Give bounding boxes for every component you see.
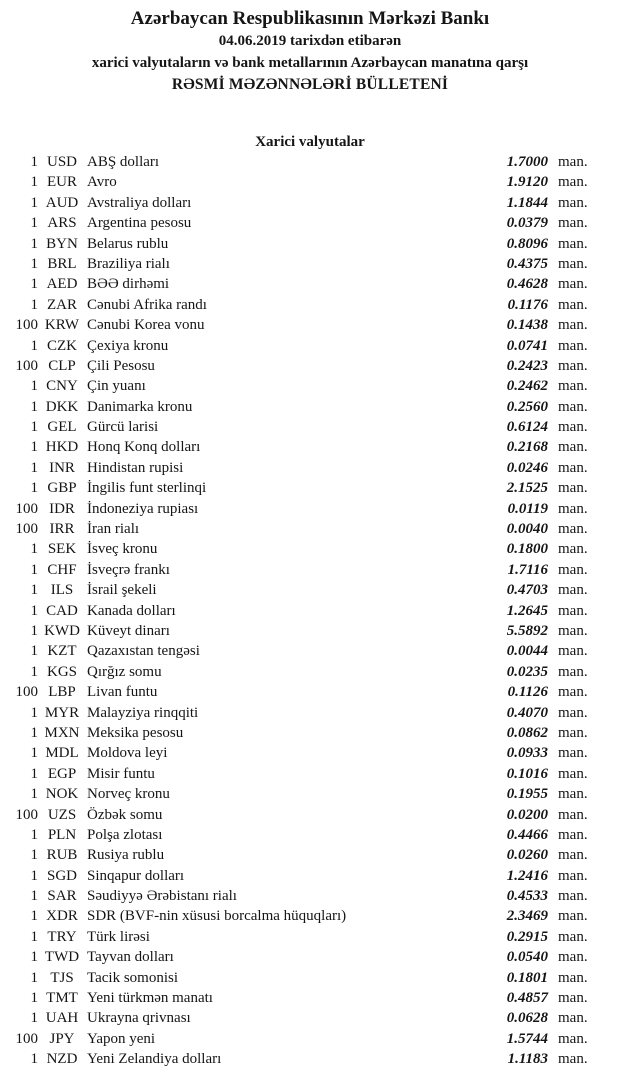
table-row — [0, 315, 620, 335]
unit-label: man. — [558, 867, 588, 884]
currency-quantity: 100 — [15, 684, 38, 701]
currency-rate: 0.0260 — [506, 847, 548, 864]
table-row — [0, 947, 620, 967]
currency-rate: 0.4857 — [506, 990, 548, 1007]
currency-code: KZT — [47, 643, 77, 660]
unit-label: man. — [558, 521, 588, 538]
currency-code: IDR — [49, 500, 75, 517]
currency-code: JPY — [49, 1030, 75, 1047]
currency-quantity: 1 — [30, 235, 38, 252]
currency-quantity: 1 — [30, 745, 38, 762]
currency-name: Hindistan rupisi — [87, 459, 184, 476]
table-row — [0, 988, 620, 1008]
currency-code: CLP — [48, 357, 76, 374]
currency-quantity: 1 — [30, 908, 38, 925]
currency-quantity: 1 — [30, 602, 38, 619]
currency-rate: 0.4070 — [506, 704, 548, 721]
currency-rate: 0.4703 — [506, 582, 548, 599]
currency-code: HKD — [45, 439, 79, 456]
currency-rate: 0.0862 — [506, 724, 548, 741]
currency-rate: 1.2645 — [506, 602, 548, 619]
table-row — [0, 1008, 620, 1028]
currency-rate: 0.0246 — [506, 459, 548, 476]
currency-name: Cənubi Korea vonu — [87, 317, 205, 334]
unit-label: man. — [558, 215, 588, 232]
currency-name: Belarus rublu — [87, 235, 169, 252]
currency-rate: 1.7000 — [506, 154, 548, 170]
currency-quantity: 1 — [30, 969, 38, 986]
currency-name: Sinqapur dolları — [87, 867, 185, 884]
currency-rate: 0.0235 — [506, 663, 548, 680]
currency-rate: 0.2423 — [506, 357, 548, 374]
currency-rate: 0.2560 — [506, 398, 548, 415]
unit-label: man. — [558, 602, 588, 619]
unit-label: man. — [558, 357, 588, 374]
currency-name: Danimarka kronu — [87, 398, 193, 415]
currency-name: İsrail şekeli — [87, 582, 157, 599]
table-row — [0, 478, 620, 498]
unit-label: man. — [558, 235, 588, 252]
currency-name: SDR (BVF-nin xüsusi borcalma hüquqları) — [87, 908, 347, 925]
currency-code: TWD — [44, 949, 80, 966]
currency-code: GBP — [47, 480, 77, 497]
currency-quantity: 1 — [30, 439, 38, 456]
unit-label: man. — [558, 745, 588, 762]
document-subtitle: xarici valyutaların və bank metallarının Azərbaycan manatına qarşı — [91, 55, 529, 71]
currency-rate: 0.4466 — [506, 826, 548, 843]
table-row — [0, 580, 620, 600]
currency-name: Avro — [87, 174, 117, 191]
currency-code: UZS — [47, 806, 77, 823]
currency-code: EUR — [47, 174, 77, 191]
table-row — [0, 703, 620, 723]
table-row — [0, 1029, 620, 1049]
currency-name: Avstraliya dolları — [87, 194, 192, 211]
currency-quantity: 1 — [30, 561, 38, 578]
currency-code: USD — [46, 154, 77, 170]
currency-code: BRL — [47, 255, 77, 272]
currency-quantity: 1 — [30, 215, 38, 232]
currency-code: TRY — [47, 928, 77, 945]
table-row — [0, 152, 620, 172]
currency-name: Türk lirəsi — [87, 928, 150, 945]
currency-quantity: 1 — [30, 949, 38, 966]
currency-code: IRR — [49, 521, 75, 538]
currency-rate: 0.1955 — [506, 786, 548, 803]
currency-quantity: 1 — [30, 704, 38, 721]
currency-rate: 0.0741 — [506, 337, 548, 354]
unit-label: man. — [558, 990, 588, 1007]
currency-code: AED — [46, 276, 78, 293]
table-row — [0, 417, 620, 437]
currency-name: Çin yuanı — [87, 378, 146, 395]
section-title-foreign-currencies: Xarici valyutalar — [255, 134, 365, 150]
currency-name: Çexiya kronu — [87, 337, 169, 354]
table-row — [0, 539, 620, 559]
unit-label: man. — [558, 317, 588, 334]
currency-code: LBP — [48, 684, 76, 701]
table-row — [0, 601, 620, 621]
table-row — [0, 784, 620, 804]
currency-rate: 1.2416 — [506, 867, 548, 884]
currency-rate: 0.0200 — [506, 806, 548, 823]
currency-name: Argentina pesosu — [87, 215, 192, 232]
currency-quantity: 1 — [30, 398, 38, 415]
currency-rate: 0.0040 — [506, 521, 548, 538]
currency-code: KWD — [44, 622, 80, 639]
currency-code: RUB — [46, 847, 78, 864]
table-row — [0, 560, 620, 580]
unit-label: man. — [558, 439, 588, 456]
table-row — [0, 866, 620, 886]
table-row — [0, 437, 620, 457]
unit-label: man. — [558, 255, 588, 272]
currency-rate: 0.2915 — [506, 928, 548, 945]
currency-name: Səudiyyə Ərəbistanı rialı — [87, 888, 237, 905]
table-row — [0, 723, 620, 743]
currency-code: XDR — [46, 908, 78, 925]
table-row — [0, 845, 620, 865]
unit-label: man. — [558, 276, 588, 293]
unit-label: man. — [558, 908, 588, 925]
currency-quantity: 1 — [30, 1051, 38, 1068]
currency-quantity: 100 — [15, 1030, 38, 1047]
currency-rate: 0.4375 — [506, 255, 548, 272]
currency-rate: 0.1126 — [507, 684, 548, 701]
currency-name: Misir funtu — [87, 765, 155, 782]
currency-code: SAR — [47, 888, 77, 905]
currency-name: Rusiya rublu — [87, 847, 165, 864]
currency-quantity: 100 — [15, 317, 38, 334]
currency-quantity: 1 — [30, 255, 38, 272]
currency-rate: 0.2168 — [506, 439, 548, 456]
currency-code: MDL — [45, 745, 79, 762]
unit-label: man. — [558, 663, 588, 680]
currency-quantity: 1 — [30, 765, 38, 782]
currency-name: Çili Pesosu — [87, 357, 155, 374]
currency-quantity: 1 — [30, 847, 38, 864]
currency-name: Yapon yeni — [87, 1030, 156, 1047]
currency-name: İran rialı — [87, 521, 140, 538]
currency-rate: 0.0044 — [506, 643, 548, 660]
currency-name: Cənubi Afrika randı — [87, 296, 207, 313]
currency-quantity: 1 — [30, 643, 38, 660]
currency-code: TMT — [46, 990, 78, 1007]
currency-name: Qırğız somu — [87, 663, 162, 680]
currency-rate: 0.4628 — [506, 276, 548, 293]
currency-code: CZK — [47, 337, 77, 354]
currency-quantity: 1 — [30, 194, 38, 211]
currency-quantity: 1 — [30, 337, 38, 354]
table-row — [0, 764, 620, 784]
currency-rate: 1.1844 — [506, 194, 548, 211]
unit-label: man. — [558, 949, 588, 966]
currency-name: Braziliya rialı — [87, 255, 170, 272]
table-row — [0, 499, 620, 519]
currency-rate: 0.0540 — [506, 949, 548, 966]
effective-date: 04.06.2019 tarixdən etibarən — [218, 33, 402, 49]
currency-quantity: 1 — [30, 990, 38, 1007]
currency-rate: 0.1800 — [506, 541, 548, 558]
currency-name: Ukrayna qrivnası — [87, 1010, 191, 1027]
currency-quantity: 1 — [30, 459, 38, 476]
currency-code: UAH — [45, 1010, 79, 1027]
currency-quantity: 1 — [30, 276, 38, 293]
currency-quantity: 1 — [30, 786, 38, 803]
currency-quantity: 1 — [30, 724, 38, 741]
currency-name: Kanada dolları — [87, 602, 176, 619]
currency-name: Gürcü larisi — [87, 419, 159, 436]
table-row — [0, 927, 620, 947]
table-row — [0, 356, 620, 376]
unit-label: man. — [558, 826, 588, 843]
unit-label: man. — [558, 724, 588, 741]
unit-label: man. — [558, 154, 588, 170]
currency-name: Polşa zlotası — [87, 826, 163, 843]
currency-code: PLN — [47, 826, 77, 843]
table-row — [0, 336, 620, 356]
table-row — [0, 641, 620, 661]
currency-code: ARS — [47, 215, 77, 232]
currency-code: GEL — [47, 419, 77, 436]
currency-quantity: 1 — [30, 888, 38, 905]
currency-quantity: 1 — [30, 296, 38, 313]
table-row — [0, 621, 620, 641]
currency-code: AUD — [45, 194, 79, 211]
currency-code: INR — [49, 459, 75, 476]
currency-name: İsveçrə frankı — [87, 561, 170, 578]
unit-label: man. — [558, 1030, 588, 1047]
unit-label: man. — [558, 174, 588, 191]
unit-label: man. — [558, 765, 588, 782]
currency-code: CNY — [46, 378, 78, 395]
currency-name: Yeni Zelandiya dolları — [87, 1051, 222, 1068]
currency-code: SGD — [46, 867, 77, 884]
currency-quantity: 1 — [30, 541, 38, 558]
unit-label: man. — [558, 928, 588, 945]
currency-code: NZD — [46, 1051, 78, 1068]
currency-quantity: 1 — [30, 582, 38, 599]
unit-label: man. — [558, 398, 588, 415]
currency-rate: 2.1525 — [506, 480, 548, 497]
currency-quantity: 1 — [30, 867, 38, 884]
currency-name: BƏƏ dirhəmi — [87, 276, 170, 293]
unit-label: man. — [558, 1010, 588, 1027]
currency-quantity: 1 — [30, 154, 38, 170]
currency-name: Özbək somu — [87, 806, 163, 823]
currency-rate: 1.1183 — [507, 1051, 548, 1068]
currency-code: CHF — [47, 561, 77, 578]
unit-label: man. — [558, 378, 588, 395]
unit-label: man. — [558, 684, 588, 701]
currency-code: ZAR — [47, 296, 77, 313]
currency-name: Meksika pesosu — [87, 724, 184, 741]
currency-name: Yeni türkmən manatı — [87, 990, 213, 1007]
currency-quantity: 100 — [15, 806, 38, 823]
currency-name: Küveyt dinarı — [87, 622, 170, 639]
unit-label: man. — [558, 541, 588, 558]
table-row — [0, 376, 620, 396]
currency-rate: 0.4533 — [506, 888, 548, 905]
currency-name: Honq Konq dolları — [87, 439, 201, 456]
currency-quantity: 1 — [30, 378, 38, 395]
table-row — [0, 886, 620, 906]
currency-quantity: 1 — [30, 928, 38, 945]
currency-quantity: 100 — [15, 357, 38, 374]
currency-rate: 0.8096 — [506, 235, 548, 252]
unit-label: man. — [558, 847, 588, 864]
table-row — [0, 172, 620, 192]
currency-rate: 1.9120 — [506, 174, 548, 191]
unit-label: man. — [558, 622, 588, 639]
table-row — [0, 274, 620, 294]
unit-label: man. — [558, 582, 588, 599]
table-row — [0, 906, 620, 926]
currency-name: İngilis funt sterlinqi — [87, 480, 207, 497]
currency-quantity: 1 — [30, 419, 38, 436]
currency-quantity: 1 — [30, 480, 38, 497]
table-row — [0, 234, 620, 254]
table-row — [0, 397, 620, 417]
currency-rate: 0.1176 — [507, 296, 548, 313]
unit-label: man. — [558, 969, 588, 986]
currency-rate: 0.0628 — [506, 1010, 548, 1027]
currency-name: Moldova leyi — [87, 745, 168, 762]
unit-label: man. — [558, 419, 588, 436]
currency-name: Norveç kronu — [87, 786, 170, 803]
currency-name: Tacik somonisi — [87, 969, 179, 986]
unit-label: man. — [558, 500, 588, 517]
currency-quantity: 1 — [30, 622, 38, 639]
unit-label: man. — [558, 806, 588, 823]
unit-label: man. — [558, 296, 588, 313]
currency-name: Malayziya rinqqiti — [87, 704, 199, 721]
table-row — [0, 213, 620, 233]
currency-rate: 0.1016 — [506, 765, 548, 782]
unit-label: man. — [558, 643, 588, 660]
table-row — [0, 743, 620, 763]
table-row — [0, 295, 620, 315]
currency-rate: 0.0119 — [507, 500, 548, 517]
currency-rate: 0.0933 — [506, 745, 548, 762]
currency-rate: 1.7116 — [507, 561, 548, 578]
currency-quantity: 1 — [30, 174, 38, 191]
currency-rate: 0.6124 — [506, 419, 548, 436]
unit-label: man. — [558, 888, 588, 905]
currency-name: Qazaxıstan tengəsi — [87, 643, 200, 660]
currency-name: İsveç kronu — [87, 541, 158, 558]
currency-name: ABŞ dolları — [87, 154, 160, 170]
table-row — [0, 805, 620, 825]
currency-quantity: 1 — [30, 663, 38, 680]
unit-label: man. — [558, 459, 588, 476]
currency-rate: 0.1801 — [506, 969, 548, 986]
currency-quantity: 1 — [30, 1010, 38, 1027]
currency-code: MYR — [44, 704, 80, 721]
currency-name: Tayvan dolları — [87, 949, 174, 966]
table-row — [0, 458, 620, 478]
bank-name-title: Azərbaycan Respublikasının Mərkəzi Bankı — [130, 8, 490, 29]
table-row — [0, 662, 620, 682]
table-row — [0, 968, 620, 988]
currency-code: KRW — [44, 317, 80, 334]
currency-quantity: 1 — [30, 826, 38, 843]
unit-label: man. — [558, 480, 588, 497]
currency-name: İndoneziya rupiası — [87, 500, 199, 517]
currency-code: NOK — [45, 786, 79, 803]
table-row — [0, 254, 620, 274]
table-row — [0, 1049, 620, 1069]
currency-rate: 2.3469 — [506, 908, 548, 925]
currency-code: TJS — [50, 969, 74, 986]
currency-code: DKK — [45, 398, 79, 415]
currency-quantity: 100 — [15, 500, 38, 517]
currency-rate: 0.2462 — [506, 378, 548, 395]
unit-label: man. — [558, 561, 588, 578]
currency-code: ILS — [50, 582, 74, 599]
currency-code: BYN — [46, 235, 78, 252]
table-row — [0, 825, 620, 845]
currency-rate: 0.1438 — [506, 317, 548, 334]
table-row — [0, 193, 620, 213]
document-header — [0, 0, 620, 96]
currency-quantity: 100 — [15, 521, 38, 538]
currency-rate: 1.5744 — [506, 1030, 548, 1047]
rates-table — [0, 152, 620, 1070]
unit-label: man. — [558, 337, 588, 354]
table-row — [0, 682, 620, 702]
bulletin-title: RƏSMİ MƏZƏNNƏLƏRİ BÜLLETENİ — [171, 76, 449, 93]
unit-label: man. — [558, 704, 588, 721]
currency-code: KGS — [46, 663, 77, 680]
unit-label: man. — [558, 1051, 588, 1068]
unit-label: man. — [558, 194, 588, 211]
currency-code: SEK — [47, 541, 77, 558]
currency-rate: 0.0379 — [506, 215, 548, 232]
currency-rate: 5.5892 — [506, 622, 548, 639]
currency-code: CAD — [46, 602, 78, 619]
currency-code: MXN — [44, 724, 80, 741]
currency-name: Livan funtu — [87, 684, 158, 701]
unit-label: man. — [558, 786, 588, 803]
table-row — [0, 519, 620, 539]
currency-code: EGP — [47, 765, 77, 782]
